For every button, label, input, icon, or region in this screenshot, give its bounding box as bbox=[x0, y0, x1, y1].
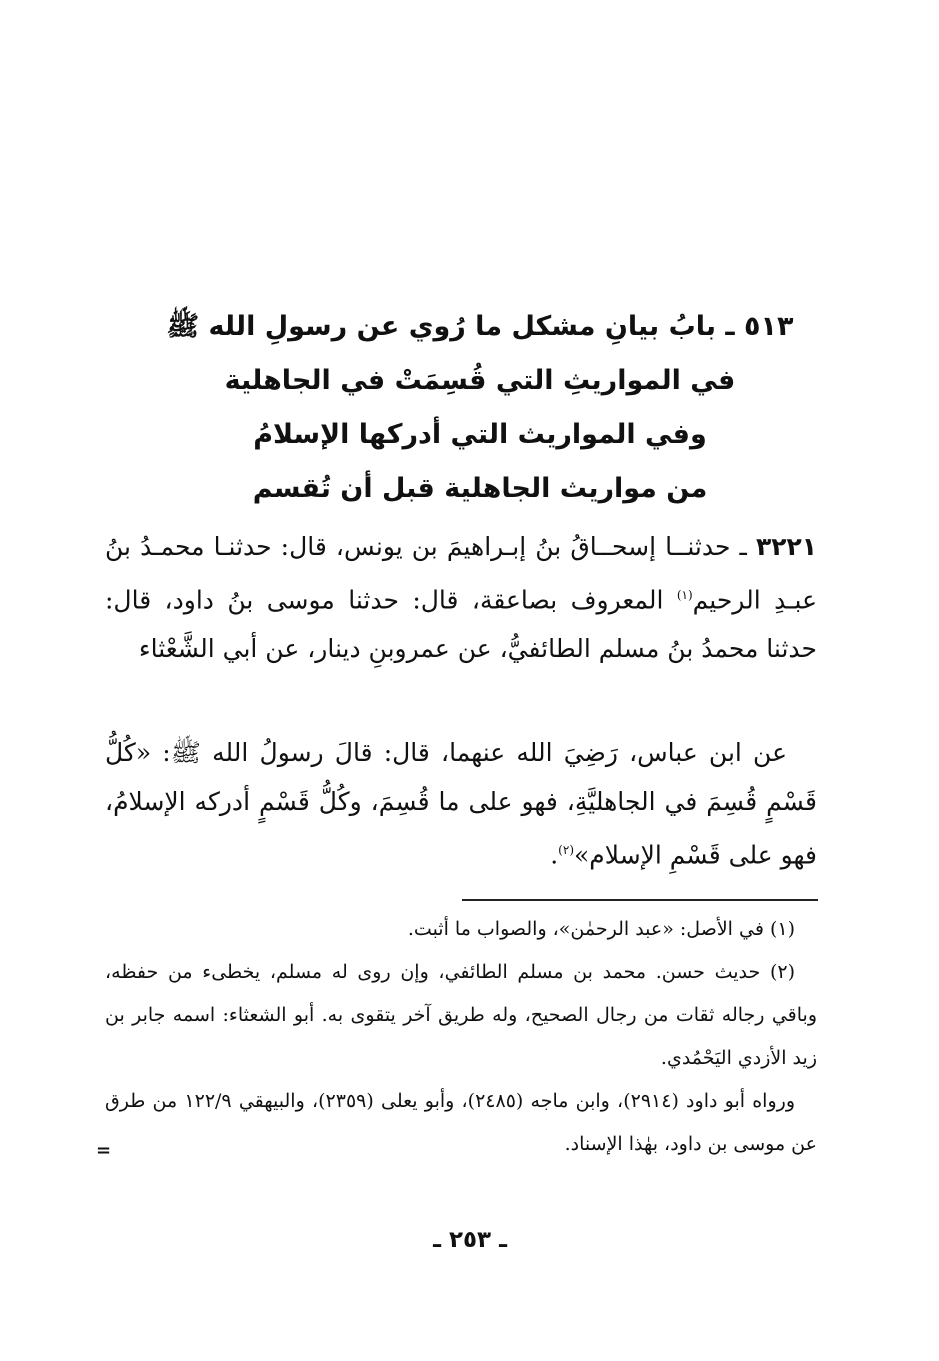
footnote-2-continued bbox=[105, 1080, 817, 1166]
chapter-heading bbox=[160, 300, 800, 516]
chapter-title-line-2: في المواريثِ التي قُسِمَتْ في الجاهلية bbox=[224, 365, 736, 396]
footnote-1-text: (١) في الأصل: «عبد الرحمٰن»، والصواب ما أثبت. bbox=[407, 918, 795, 940]
footnote-reference-2: (٢) bbox=[558, 843, 574, 857]
hadith-chain-part-1: ـ حدثنــا إسحــاقُ بنُ إبـراهيمَ بن يونس، قال: حدثنـا محمـدُ بنُ عبـدِ الرحيم bbox=[105, 532, 817, 615]
hadith-chain-part-2: المعروف بصاعقة، قال: حدثنا موسى بنُ داود، قال: حدثنا محمدُ بنُ مسلم الطائفيُّ، عن عمروبنِ دينار، عن أبي الشَّعْثاء bbox=[105, 585, 817, 664]
footnote-1 bbox=[105, 908, 817, 951]
footnote-2 bbox=[105, 951, 817, 1080]
footnote-separator bbox=[462, 899, 818, 901]
page-number: ـ ٢٥٣ ـ bbox=[433, 1227, 507, 1253]
hadith-number: ٣٢٢١ bbox=[755, 532, 817, 561]
chapter-title-line-4: من مواريث الجاهلية قبل أن تُقسم bbox=[252, 473, 708, 504]
continuation-mark: = bbox=[96, 1140, 112, 1161]
footnotes bbox=[105, 908, 817, 1166]
footnote-2-text: (٢) حديث حسن. محمد بن مسلم الطائفي، وإن روى له مسلم، يخطىء من حفظه، وباقي رجاله ثقات من رجال الصحيح، وله طريق آخر يتقوى به. أبو الشعثاء: اسمه جابر بن زيد الأزدي اليَحْمُدي. bbox=[105, 961, 817, 1069]
hadith-text-body: عن ابن عباس، رَضِيَ الله عنهما، قال: قالَ رسولُ الله ﷺ: «كُلُّ قَسْمٍ قُسِمَ في الجاهليَّةِ، فهو على ما قُسِمَ، وكُلُّ قَسْمٍ أدركه الإسلامُ، فهو على قَسْمِ الإسلام» bbox=[105, 738, 817, 870]
hadith-text bbox=[105, 728, 817, 879]
hadith-chain-of-narration bbox=[105, 522, 817, 673]
chapter-title-line-1: ٥١٣ ـ بابُ بيانِ مشكل ما رُوي عن رسولِ الله ﷺ bbox=[166, 311, 794, 342]
footnote-reference-1: (١) bbox=[676, 588, 693, 602]
footnote-2-references: ورواه أبو داود (٢٩١٤)، وابن ماجه (٢٤٨٥)، وأبو يعلى (٢٣٥٩)، والبيهقي ١٢٢/٩ من طرق عن موسى بن داود، بهٰذا الإسناد. bbox=[105, 1090, 817, 1155]
hadith-text-end: . bbox=[550, 840, 559, 870]
chapter-title-line-3: وفي المواريث التي أدركها الإسلامُ bbox=[253, 419, 707, 450]
